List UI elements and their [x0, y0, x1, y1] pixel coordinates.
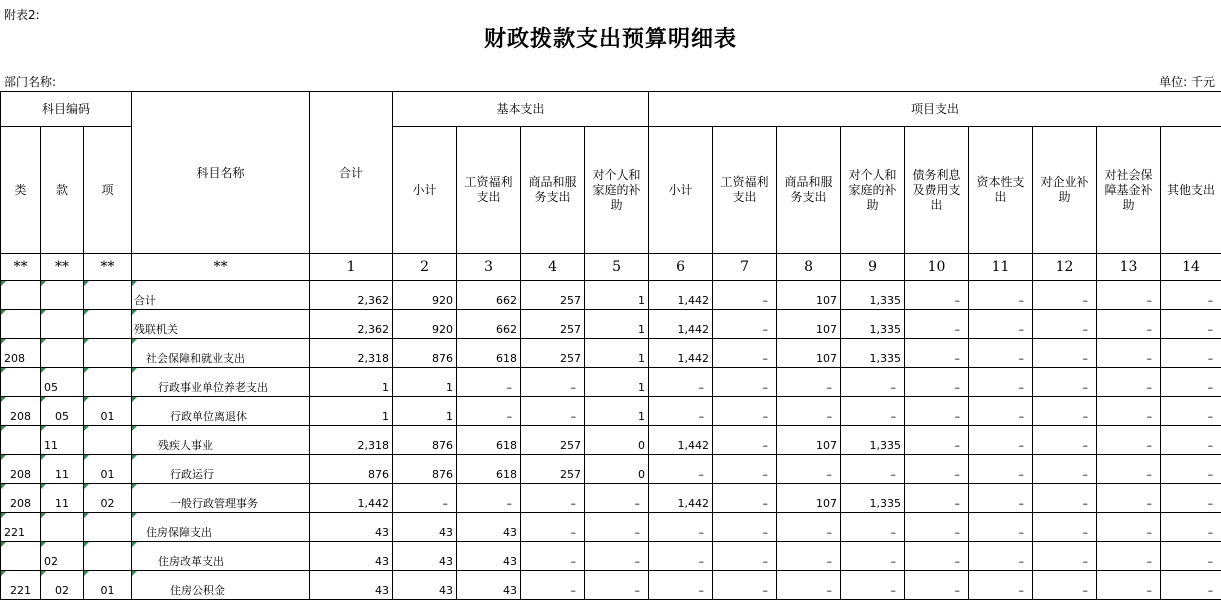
value-cell: –: [777, 368, 841, 397]
value-cell: –: [1097, 368, 1161, 397]
value-cell: –: [1097, 571, 1161, 600]
kuan-cell: 11: [41, 484, 84, 513]
value-cell: 1: [585, 397, 649, 426]
value-cell: 920: [393, 281, 457, 310]
column-number-cell: 14: [1161, 254, 1221, 281]
lei-header: 类: [1, 127, 41, 254]
value-cell: –: [1033, 368, 1097, 397]
value-cell: –: [521, 368, 585, 397]
subject-name-cell: 一般行政管理事务: [132, 484, 310, 513]
value-cell: –: [1033, 571, 1097, 600]
value-cell: –: [777, 542, 841, 571]
table-row: [1, 310, 1221, 339]
table-row: [1, 426, 1221, 455]
value-cell: –: [713, 281, 777, 310]
value-cell: –: [649, 513, 713, 542]
value-cell: 662: [457, 281, 521, 310]
value-cell: 618: [457, 339, 521, 368]
value-cell: –: [1033, 310, 1097, 339]
value-cell: –: [1033, 455, 1097, 484]
value-cell: –: [1161, 542, 1221, 571]
value-cell: –: [521, 484, 585, 513]
value-cell: –: [1161, 339, 1221, 368]
kuan-cell: 11: [41, 455, 84, 484]
value-cell: 1,442: [649, 281, 713, 310]
value-cell: –: [585, 513, 649, 542]
column-number-cell: 1: [310, 254, 393, 281]
value-cell: 1,335: [841, 339, 905, 368]
value-cell: 43: [310, 513, 393, 542]
project-goods-header: 商品和服务支出: [777, 127, 841, 254]
lei-cell: 208: [1, 455, 41, 484]
subject-name-cell: 行政事业单位养老支出: [132, 368, 310, 397]
value-cell: 1,442: [649, 339, 713, 368]
value-cell: 876: [393, 455, 457, 484]
value-cell: –: [1033, 542, 1097, 571]
xiang-cell: [84, 339, 132, 368]
budget-table: [0, 91, 1221, 600]
value-cell: 43: [457, 542, 521, 571]
value-cell: –: [969, 571, 1033, 600]
kuan-header: 款: [41, 127, 84, 254]
table-row: [1, 484, 1221, 513]
value-cell: 1: [585, 368, 649, 397]
value-cell: –: [1033, 426, 1097, 455]
value-cell: 1: [310, 368, 393, 397]
value-cell: –: [969, 368, 1033, 397]
lei-cell: [1, 281, 41, 310]
value-cell: 43: [393, 513, 457, 542]
value-cell: 2,362: [310, 310, 393, 339]
value-cell: –: [905, 513, 969, 542]
value-cell: 107: [777, 310, 841, 339]
lei-cell: 208: [1, 484, 41, 513]
subject-name-header: 科目名称: [132, 92, 310, 254]
value-cell: –: [1161, 484, 1221, 513]
kuan-cell: 11: [41, 426, 84, 455]
xiang-cell: 01: [84, 455, 132, 484]
xiang-cell: 02: [84, 484, 132, 513]
value-cell: 2,318: [310, 426, 393, 455]
kuan-cell: [41, 310, 84, 339]
value-cell: –: [969, 281, 1033, 310]
xiang-header: 项: [84, 127, 132, 254]
value-cell: –: [521, 542, 585, 571]
unit-label: 单位: 千元: [1159, 73, 1215, 90]
value-cell: 43: [457, 571, 521, 600]
value-cell: –: [1161, 513, 1221, 542]
subject-name-cell: 行政运行: [132, 455, 310, 484]
value-cell: 1,442: [310, 484, 393, 513]
value-cell: –: [777, 397, 841, 426]
value-cell: 876: [393, 426, 457, 455]
value-cell: –: [1161, 281, 1221, 310]
column-number-cell: 3: [457, 254, 521, 281]
subject-name-cell: 残疾人事业: [132, 426, 310, 455]
column-number-cell: **: [41, 254, 84, 281]
value-cell: –: [713, 397, 777, 426]
value-cell: 107: [777, 484, 841, 513]
value-cell: 1: [393, 397, 457, 426]
lei-cell: [1, 368, 41, 397]
column-number-cell: 12: [1033, 254, 1097, 281]
value-cell: –: [521, 571, 585, 600]
value-cell: –: [649, 571, 713, 600]
table-row: [1, 571, 1221, 600]
basic-subtotal-header: 小计: [393, 127, 457, 254]
column-number-cell: 9: [841, 254, 905, 281]
subject-name-cell: 住房改革支出: [132, 542, 310, 571]
kuan-cell: [41, 281, 84, 310]
value-cell: –: [1161, 426, 1221, 455]
project-social-header: 对社会保障基金补助: [1097, 127, 1161, 254]
column-number-cell: 2: [393, 254, 457, 281]
value-cell: –: [905, 339, 969, 368]
value-cell: –: [521, 513, 585, 542]
value-cell: –: [393, 484, 457, 513]
value-cell: –: [905, 368, 969, 397]
value-cell: 1: [585, 339, 649, 368]
project-enterprise-header: 对企业补助: [1033, 127, 1097, 254]
value-cell: –: [1097, 455, 1161, 484]
value-cell: 1,335: [841, 426, 905, 455]
value-cell: –: [457, 368, 521, 397]
value-cell: –: [713, 426, 777, 455]
value-cell: –: [777, 513, 841, 542]
value-cell: –: [777, 455, 841, 484]
value-cell: –: [905, 281, 969, 310]
value-cell: –: [649, 368, 713, 397]
value-cell: 1,442: [649, 310, 713, 339]
xiang-cell: 01: [84, 397, 132, 426]
subject-name-cell: 残联机关: [132, 310, 310, 339]
value-cell: –: [969, 455, 1033, 484]
kuan-cell: [41, 513, 84, 542]
value-cell: –: [905, 310, 969, 339]
value-cell: 257: [521, 426, 585, 455]
basic-expense-header: 基本支出: [393, 92, 649, 127]
column-number-cell: 7: [713, 254, 777, 281]
basic-goods-header: 商品和服务支出: [521, 127, 585, 254]
value-cell: 43: [393, 571, 457, 600]
value-cell: –: [1097, 426, 1161, 455]
value-cell: 257: [521, 310, 585, 339]
subject-code-header: 科目编码: [1, 92, 132, 127]
value-cell: –: [841, 397, 905, 426]
value-cell: –: [1097, 397, 1161, 426]
value-cell: 107: [777, 281, 841, 310]
value-cell: 1: [393, 368, 457, 397]
kuan-cell: 05: [41, 368, 84, 397]
value-cell: 1,335: [841, 310, 905, 339]
table-row: [1, 542, 1221, 571]
value-cell: –: [905, 426, 969, 455]
value-cell: 107: [777, 426, 841, 455]
value-cell: –: [1033, 339, 1097, 368]
lei-cell: [1, 426, 41, 455]
value-cell: –: [905, 455, 969, 484]
value-cell: 1,442: [649, 426, 713, 455]
value-cell: 0: [585, 426, 649, 455]
value-cell: 876: [393, 339, 457, 368]
value-cell: –: [1033, 397, 1097, 426]
value-cell: –: [841, 513, 905, 542]
lei-cell: [1, 542, 41, 571]
lei-cell: 221: [1, 571, 41, 600]
xiang-cell: [84, 513, 132, 542]
basic-personal-header: 对个人和家庭的补助: [585, 127, 649, 254]
column-number-cell: 6: [649, 254, 713, 281]
subject-name-cell: 合计: [132, 281, 310, 310]
lei-cell: 208: [1, 397, 41, 426]
value-cell: –: [841, 571, 905, 600]
value-cell: 43: [310, 571, 393, 600]
value-cell: –: [713, 310, 777, 339]
xiang-cell: [84, 310, 132, 339]
value-cell: 107: [777, 339, 841, 368]
value-cell: 1,335: [841, 281, 905, 310]
value-cell: –: [649, 542, 713, 571]
lei-cell: [1, 310, 41, 339]
department-label: 部门名称:: [4, 73, 56, 90]
subject-name-cell: 社会保障和就业支出: [132, 339, 310, 368]
lei-cell: 221: [1, 513, 41, 542]
project-subtotal-header: 小计: [649, 127, 713, 254]
table-row: [1, 397, 1221, 426]
project-wages-header: 工资福利支出: [713, 127, 777, 254]
xiang-cell: [84, 281, 132, 310]
value-cell: –: [777, 571, 841, 600]
value-cell: 257: [521, 455, 585, 484]
value-cell: –: [905, 571, 969, 600]
kuan-cell: 02: [41, 542, 84, 571]
value-cell: 43: [393, 542, 457, 571]
value-cell: 920: [393, 310, 457, 339]
value-cell: 1: [585, 310, 649, 339]
value-cell: –: [1161, 368, 1221, 397]
value-cell: –: [841, 368, 905, 397]
project-debt-header: 债务利息及费用支出: [905, 127, 969, 254]
table-row: [1, 281, 1221, 310]
value-cell: –: [713, 571, 777, 600]
value-cell: –: [1033, 281, 1097, 310]
kuan-cell: 02: [41, 571, 84, 600]
value-cell: –: [969, 397, 1033, 426]
value-cell: 1: [585, 281, 649, 310]
subject-name-cell: 住房公积金: [132, 571, 310, 600]
value-cell: 257: [521, 339, 585, 368]
column-number-cell: **: [1, 254, 41, 281]
lei-cell: 208: [1, 339, 41, 368]
value-cell: –: [713, 484, 777, 513]
value-cell: 618: [457, 426, 521, 455]
value-cell: –: [905, 484, 969, 513]
value-cell: –: [1097, 310, 1161, 339]
value-cell: –: [1161, 310, 1221, 339]
value-cell: 662: [457, 310, 521, 339]
value-cell: –: [1097, 484, 1161, 513]
value-cell: 2,318: [310, 339, 393, 368]
value-cell: –: [1033, 513, 1097, 542]
value-cell: 618: [457, 455, 521, 484]
value-cell: –: [969, 484, 1033, 513]
column-number-cell: 5: [585, 254, 649, 281]
value-cell: –: [649, 397, 713, 426]
subject-name-cell: 行政单位离退休: [132, 397, 310, 426]
value-cell: –: [1161, 571, 1221, 600]
column-number-cell: 4: [521, 254, 585, 281]
table-row: [1, 368, 1221, 397]
value-cell: –: [969, 542, 1033, 571]
value-cell: –: [1097, 542, 1161, 571]
value-cell: –: [585, 542, 649, 571]
value-cell: –: [713, 455, 777, 484]
value-cell: –: [841, 455, 905, 484]
project-other-header: 其他支出: [1161, 127, 1221, 254]
column-number-cell: 11: [969, 254, 1033, 281]
attachment-label: 附表2:: [4, 6, 40, 23]
value-cell: –: [1097, 281, 1161, 310]
kuan-cell: [41, 339, 84, 368]
value-cell: 876: [310, 455, 393, 484]
project-expense-header: 项目支出: [649, 92, 1221, 127]
value-cell: –: [841, 542, 905, 571]
value-cell: –: [905, 397, 969, 426]
subject-name-cell: 住房保障支出: [132, 513, 310, 542]
basic-wages-header: 工资福利支出: [457, 127, 521, 254]
value-cell: –: [457, 484, 521, 513]
value-cell: 1,442: [649, 484, 713, 513]
value-cell: –: [1033, 484, 1097, 513]
value-cell: 1: [310, 397, 393, 426]
table-row: [1, 455, 1221, 484]
page-title: 财政拨款支出预算明细表: [0, 22, 1221, 53]
column-number-cell: **: [84, 254, 132, 281]
xiang-cell: 01: [84, 571, 132, 600]
value-cell: –: [585, 484, 649, 513]
value-cell: –: [1161, 397, 1221, 426]
value-cell: –: [713, 542, 777, 571]
xiang-cell: [84, 426, 132, 455]
value-cell: –: [713, 513, 777, 542]
column-number-cell: 8: [777, 254, 841, 281]
column-number-row: [1, 254, 1221, 281]
value-cell: –: [457, 397, 521, 426]
kuan-cell: 05: [41, 397, 84, 426]
value-cell: 43: [310, 542, 393, 571]
value-cell: 0: [585, 455, 649, 484]
value-cell: –: [649, 455, 713, 484]
value-cell: 1,335: [841, 484, 905, 513]
value-cell: –: [969, 513, 1033, 542]
value-cell: –: [713, 368, 777, 397]
xiang-cell: [84, 368, 132, 397]
column-number-cell: 10: [905, 254, 969, 281]
value-cell: –: [969, 310, 1033, 339]
column-number-cell: **: [132, 254, 310, 281]
total-header: 合计: [310, 92, 393, 254]
table-row: [1, 513, 1221, 542]
value-cell: –: [1161, 455, 1221, 484]
table-row: [1, 339, 1221, 368]
project-capital-header: 资本性支出: [969, 127, 1033, 254]
value-cell: 2,362: [310, 281, 393, 310]
xiang-cell: [84, 542, 132, 571]
value-cell: –: [1097, 513, 1161, 542]
value-cell: 43: [457, 513, 521, 542]
project-personal-header: 对个人和家庭的补助: [841, 127, 905, 254]
value-cell: –: [521, 397, 585, 426]
value-cell: –: [905, 542, 969, 571]
value-cell: –: [969, 426, 1033, 455]
value-cell: –: [1097, 339, 1161, 368]
value-cell: –: [585, 571, 649, 600]
value-cell: –: [969, 339, 1033, 368]
value-cell: –: [713, 339, 777, 368]
column-number-cell: 13: [1097, 254, 1161, 281]
value-cell: 257: [521, 281, 585, 310]
